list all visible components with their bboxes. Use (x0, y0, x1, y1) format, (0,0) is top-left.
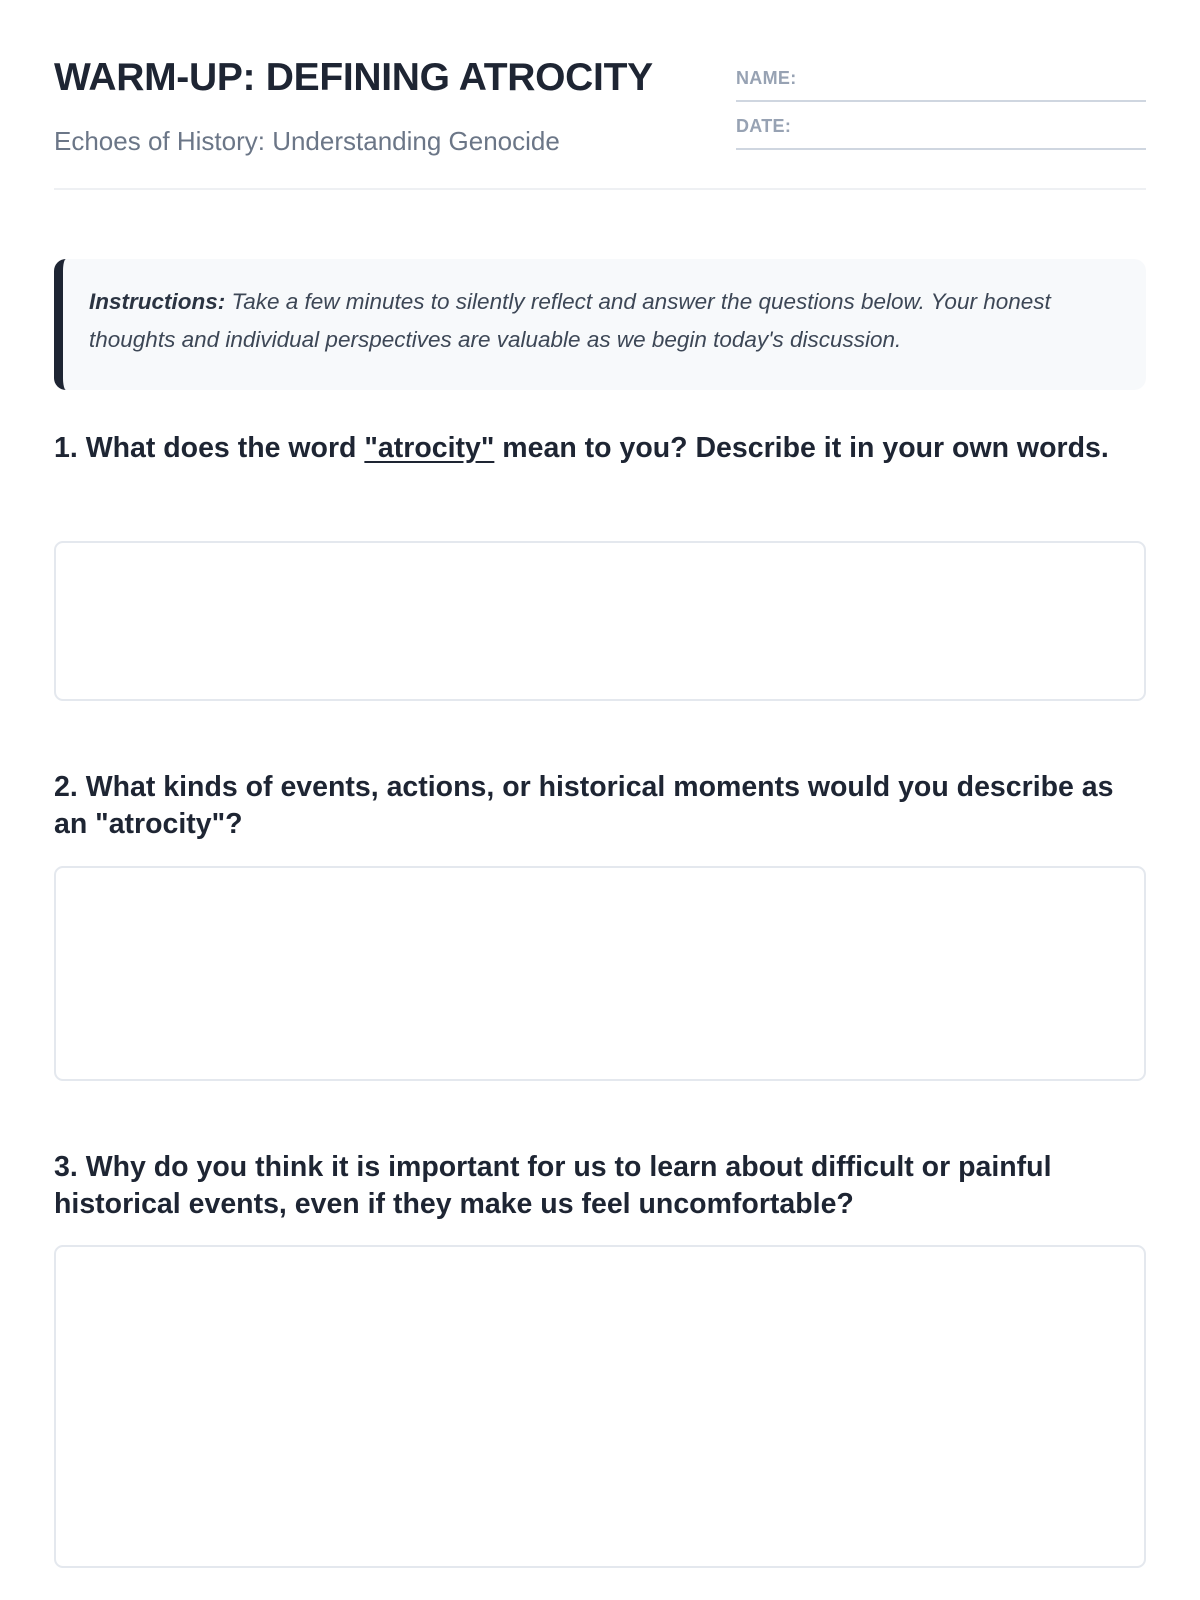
answer-box-2[interactable] (54, 866, 1146, 1081)
answer-box-1[interactable] (54, 541, 1146, 701)
question-3-text: Why do you think it is important for us to learn about difficult or painful historical events, even if they make us feel uncomfortable? (54, 1151, 1052, 1220)
instructions-text: Take a few minutes to silently reflect and answer the questions below. Your honest thoughts and individual perspectives are valuable as we begin today's discussion. (89, 289, 1051, 352)
answer-box-3[interactable] (54, 1245, 1146, 1568)
date-field-label: DATE: (736, 116, 792, 136)
page-title: WARM-UP: DEFINING ATROCITY (54, 56, 653, 99)
question-1-keyword: "atrocity" (364, 432, 495, 464)
instructions-box (54, 259, 1146, 390)
instructions-lead: Instructions: (89, 289, 226, 314)
question-3 (54, 1149, 1146, 1223)
question-1-number: 1. (54, 432, 78, 464)
student-info-fields (736, 62, 1146, 158)
name-field[interactable] (736, 62, 1146, 102)
question-2-text: What kinds of events, actions, or historical moments would you describe as an "atrocity"? (54, 771, 1114, 840)
page-subtitle: Echoes of History: Understanding Genocide (54, 126, 560, 156)
worksheet-header (54, 0, 1146, 190)
date-field[interactable] (736, 110, 1146, 150)
question-1 (54, 430, 1146, 467)
question-2 (54, 769, 1146, 843)
question-2-number: 2. (54, 771, 78, 803)
question-1-text-after: mean to you? Describe it in your own words. (494, 432, 1109, 464)
question-1-text-before: What does the word (77, 432, 365, 464)
name-field-label: NAME: (736, 68, 797, 88)
question-3-number: 3. (54, 1151, 78, 1183)
